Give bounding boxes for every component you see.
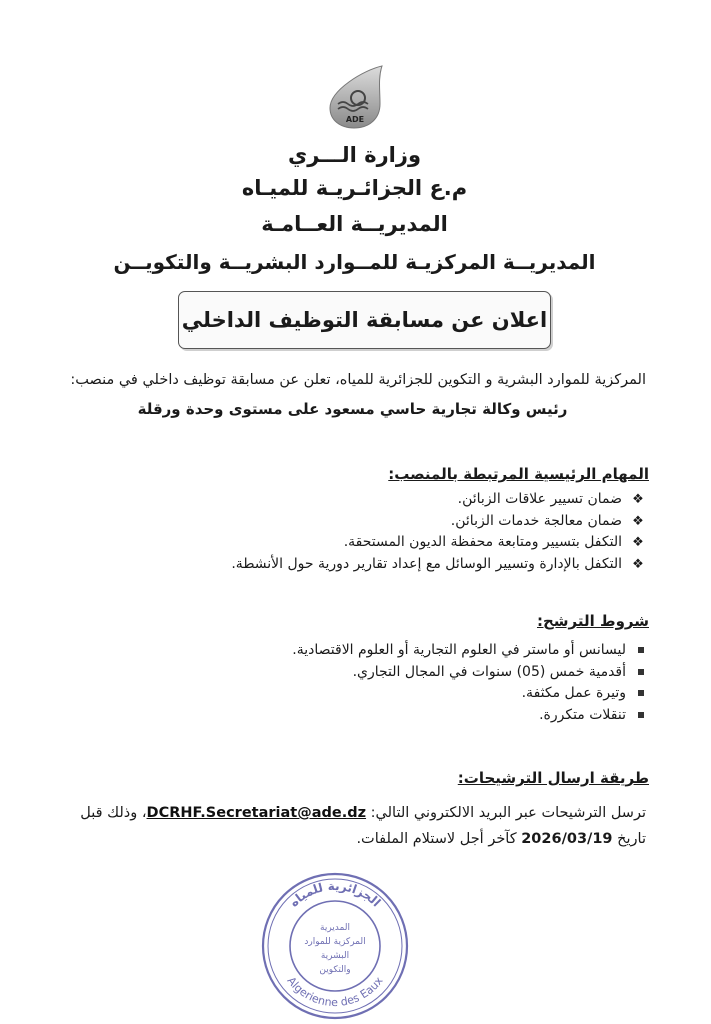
- diamond-bullet-icon: ❖: [632, 492, 644, 507]
- list-item: [292, 662, 646, 684]
- official-stamp: [257, 868, 413, 1024]
- condition-text: ليسانس أو ماستر في العلوم التجارية أو العلوم الاقتصادية.: [292, 642, 626, 658]
- tasks-heading: المهام الرئيسية المرتبطة بالمنصب:: [388, 465, 649, 483]
- ade-logo-drop-icon: [324, 64, 386, 130]
- logo-text: ADE: [345, 115, 365, 124]
- conditions-list: [292, 640, 646, 726]
- list-item: [231, 532, 646, 554]
- square-bullet-icon: [638, 712, 644, 718]
- stamp-line: والتكوين: [319, 965, 351, 975]
- directorate-general: المديريــة العــامـة: [261, 212, 448, 236]
- submission-text: [60, 800, 646, 852]
- position-title: رئيس وكالة تجارية حاسي مسعود على مستوى وحدة ورقلة: [137, 400, 568, 418]
- list-item: [231, 554, 646, 576]
- submission-line1-end: ، وذلك قبل: [80, 805, 147, 821]
- square-bullet-icon: [638, 690, 644, 696]
- square-bullet-icon: [638, 669, 644, 675]
- task-text: التكفل بالإدارة وتسيير الوسائل مع إعداد تقارير دورية حول الأنشطة.: [231, 555, 622, 572]
- intro-text: المركزية للموارد البشرية و التكوين للجزائرية للمياه، تعلن عن مسابقة توظيف داخلي في منصب:: [70, 372, 646, 388]
- stamp-outer-text-fr: Algerienne des Eaux: [284, 974, 386, 1010]
- announcement-title-box: [178, 291, 551, 349]
- stamp-line: المديرية: [320, 923, 350, 933]
- submission-line2-end: كآخر أجل لاستلام الملفات.: [356, 831, 517, 847]
- submission-heading: طريقة ارسال الترشيحات:: [457, 769, 649, 787]
- task-text: التكفل بتسيير ومتابعة محفظة الديون المستحقة.: [343, 534, 622, 550]
- diamond-bullet-icon: ❖: [632, 556, 644, 572]
- central-directorate: المديريــة المركزيـة للمــوارد البشريــة والتكويــن: [113, 250, 596, 274]
- task-text: ضمان معالجة خدمات الزبائن.: [450, 512, 622, 529]
- conditions-heading: شروط الترشح:: [537, 612, 649, 630]
- submission-line1: ترسل الترشيحات عبر البريد الالكتروني التالي:: [370, 805, 646, 821]
- stamp-outer-text: الجزائرية للمياه: [286, 878, 384, 910]
- condition-text: وتيرة عمل مكثفة.: [521, 685, 626, 701]
- diamond-bullet-icon: ❖: [632, 535, 644, 550]
- deadline-date: 2026/03/19: [521, 831, 613, 847]
- condition-text: تنقلات متكررة.: [539, 706, 626, 723]
- list-item: [292, 705, 646, 727]
- tasks-list: [231, 489, 646, 575]
- ministry-name: وزارة الـــري: [287, 143, 422, 167]
- stamp-line: المركزية للموارد: [304, 937, 366, 947]
- condition-text: أقدمية خمس (05) سنوات في المجال التجاري.: [352, 663, 626, 680]
- list-item: [292, 683, 646, 705]
- diamond-bullet-icon: ❖: [632, 513, 644, 529]
- list-item: [231, 489, 646, 511]
- square-bullet-icon: [638, 647, 644, 653]
- company-name: م.ع الجزائـريـة للميـاه: [241, 176, 468, 200]
- list-item: [231, 511, 646, 533]
- task-text: ضمان تسيير علاقات الزبائن.: [457, 491, 622, 507]
- stamp-line: البشرية: [320, 951, 350, 961]
- submission-line2: تاريخ: [617, 831, 646, 847]
- email-link[interactable]: DCRHF.Secretariat@ade.dz: [146, 805, 367, 821]
- list-item: [292, 640, 646, 662]
- announcement-title: اعلان عن مسابقة التوظيف الداخلي: [181, 308, 548, 332]
